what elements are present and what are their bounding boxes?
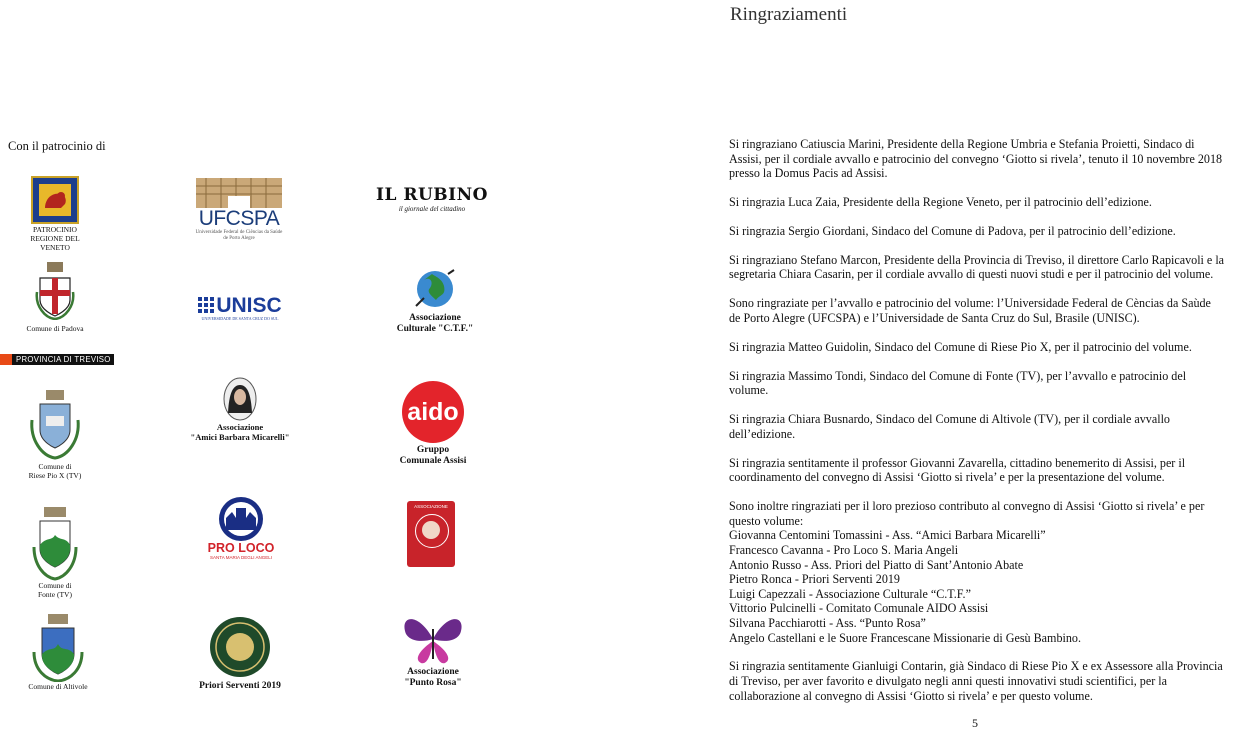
punto-rosa-logo: Associazione "Punto Rosa" (388, 609, 478, 688)
veneto-lion-icon (31, 176, 79, 224)
regione-veneto-logo: PATROCINIO REGIONE DEL VENETO (20, 176, 90, 252)
paragraph: Si ringrazia Massimo Tondi, Sindaco del Comune di Fonte (TV), per l’avvallo e patrocinio del volume. (729, 368, 1187, 398)
comune-altivole-logo: Comune di Altivole (20, 614, 96, 691)
paragraph: Si ringrazia Chiara Busnardo, Sindaco del Comune di Altivole (TV), per il cordiale avvallo dell’edizione. (729, 412, 1170, 441)
paragraph: Si ringrazia sentitamente il professor Giovanni Zavarella, cittadino benemerito di Assisi, per il coordinamento del convegno di Assisi ‘Giotto si rivela’ e per la presentazione del volume. (729, 455, 1186, 485)
il-rubino-logo: IL RUBINO il giornale del cittadino (376, 185, 488, 213)
paragraph: Si ringraziano Stefano Marcon, Presidente della Provincia di Treviso, il direttore Carlo Rapicavoli e la segretaria Chiara Casarin, per il cordiale avvallo di questi nuovi studi e per il patrocinio del volume. (729, 252, 1225, 282)
aido-circle: aido (402, 381, 464, 443)
butterfly-icon (399, 609, 467, 667)
fonte-shield-icon (30, 507, 80, 581)
list-item: Vittorio Pulcinelli - Comitato Comunale AIDO Assisi (729, 601, 989, 616)
page-number: 5 (972, 716, 978, 730)
paragraph: Si ringraziano Catiuscia Marini, Presidente della Regione Umbria e Stefania Proietti, Sindaco di Assisi, per il cordiale avvallo e patrocinio del convegno ‘Giotto si rivela’, tenuto il 10 novembre 2018 presso la Domus Pacis ad Assisi. (729, 137, 1223, 181)
list-intro: Sono inoltre ringraziati per il loro prezioso contributo al convegno di Assisi ‘Giotto si rivela’ e per questo volume: (729, 499, 1205, 528)
padova-shield-icon (35, 262, 75, 320)
list-item: Pietro Ronca - Priori Serventi 2019 (729, 572, 900, 587)
micarelli-logo: Associazione "Amici Barbara Micarelli" (190, 377, 290, 442)
ctf-logo: Associazione Culturale "C.T.F." (390, 266, 480, 334)
ufcspa-building-icon (196, 178, 282, 208)
comune-fonte-logo: Comune di Fonte (TV) (20, 507, 90, 599)
ufcspa-logo: UFCSPA Universidade Federal de Ciências da Saúde de Porto Alegre (193, 178, 285, 242)
list-item: Giovanna Centomini Tomassini - Ass. “Amici Barbara Micarelli” (729, 528, 1046, 543)
globe-icon (412, 266, 458, 312)
contributors-list (729, 499, 1225, 645)
provincia-treviso-bar: PROVINCIA DI TREVISO (0, 354, 114, 365)
treviso-icon (0, 354, 12, 365)
pro-loco-logo: PRO LOCO SANTA MARIA DEGLI ANGELI (200, 496, 282, 560)
pro-loco-emblem-icon (214, 496, 268, 542)
unisc-logo: UNISC UNIVERSIDADE DE SANTA CRUZ DO SUL (192, 296, 288, 322)
list-item: Francesco Cavanna - Pro Loco S. Maria Angeli (729, 542, 959, 557)
portrait-icon (223, 377, 257, 421)
priori-badge: ASSOCIAZIONE (407, 501, 455, 567)
comune-padova-logo: Comune di Padova (20, 262, 90, 333)
paragraph: Sono ringraziate per l’avvallo e patrocinio del volume: l’Universidade Federal de Cèncias da Saùde de Porto Alegre (UFCSPA) e l’Universidade de Santa Cruz do Sul, Brasile (UNISC). (729, 296, 1211, 325)
paragraph: Si ringrazia Luca Zaia, Presidente della Regione Veneto, per il patrocinio dell’edizione. (729, 195, 1152, 210)
page-title: Ringraziamenti (730, 4, 848, 25)
list-item: Luigi Capezzali - Associazione Culturale “C.T.F.” (729, 586, 971, 601)
paragraph: Si ringrazia Matteo Guidolin, Sindaco del Comune di Riese Pio X, per il patrocinio del volume. (729, 339, 1192, 354)
altivole-shield-icon (30, 614, 86, 682)
riese-shield-icon (26, 390, 84, 462)
paragraph: Si ringrazia Sergio Giordani, Sindaco del Comune di Padova, per il patrocinio dell’edizione. (729, 223, 1176, 238)
comune-riese-logo: Comune di Riese Pio X (TV) (20, 390, 90, 480)
patronage-label: Con il patrocinio di (8, 139, 106, 153)
list-item: Angelo Castellani e le Suore Francescane Missionarie di Gesù Bambino. (729, 630, 1081, 645)
list-item: Silvana Pacchiarotti - Ass. “Punto Rosa” (729, 615, 926, 630)
priori-badge-logo (406, 501, 456, 567)
acknowledgements-body (729, 137, 1225, 717)
aido-logo: aido Gruppo Comunale Assisi (395, 381, 471, 466)
unisc-grid-icon (198, 297, 216, 315)
list-item: Antonio Russo - Ass. Priori del Piatto di Sant’Antonio Abate (729, 557, 1024, 572)
paragraph: Si ringrazia sentitamente Gianluigi Contarin, già Sindaco di Riese Pio X e ex Assessore alla Provincia di Treviso, per aver favorito e divulgato negli anni questi innovativi studi scientifici, per la collaborazione al convegno di Assisi ‘Giotto si rivela’ e per questo volume. (729, 659, 1223, 703)
priori-seal-icon (209, 616, 271, 678)
priori-serventi-logo: Priori Serventi 2019 (190, 616, 290, 692)
